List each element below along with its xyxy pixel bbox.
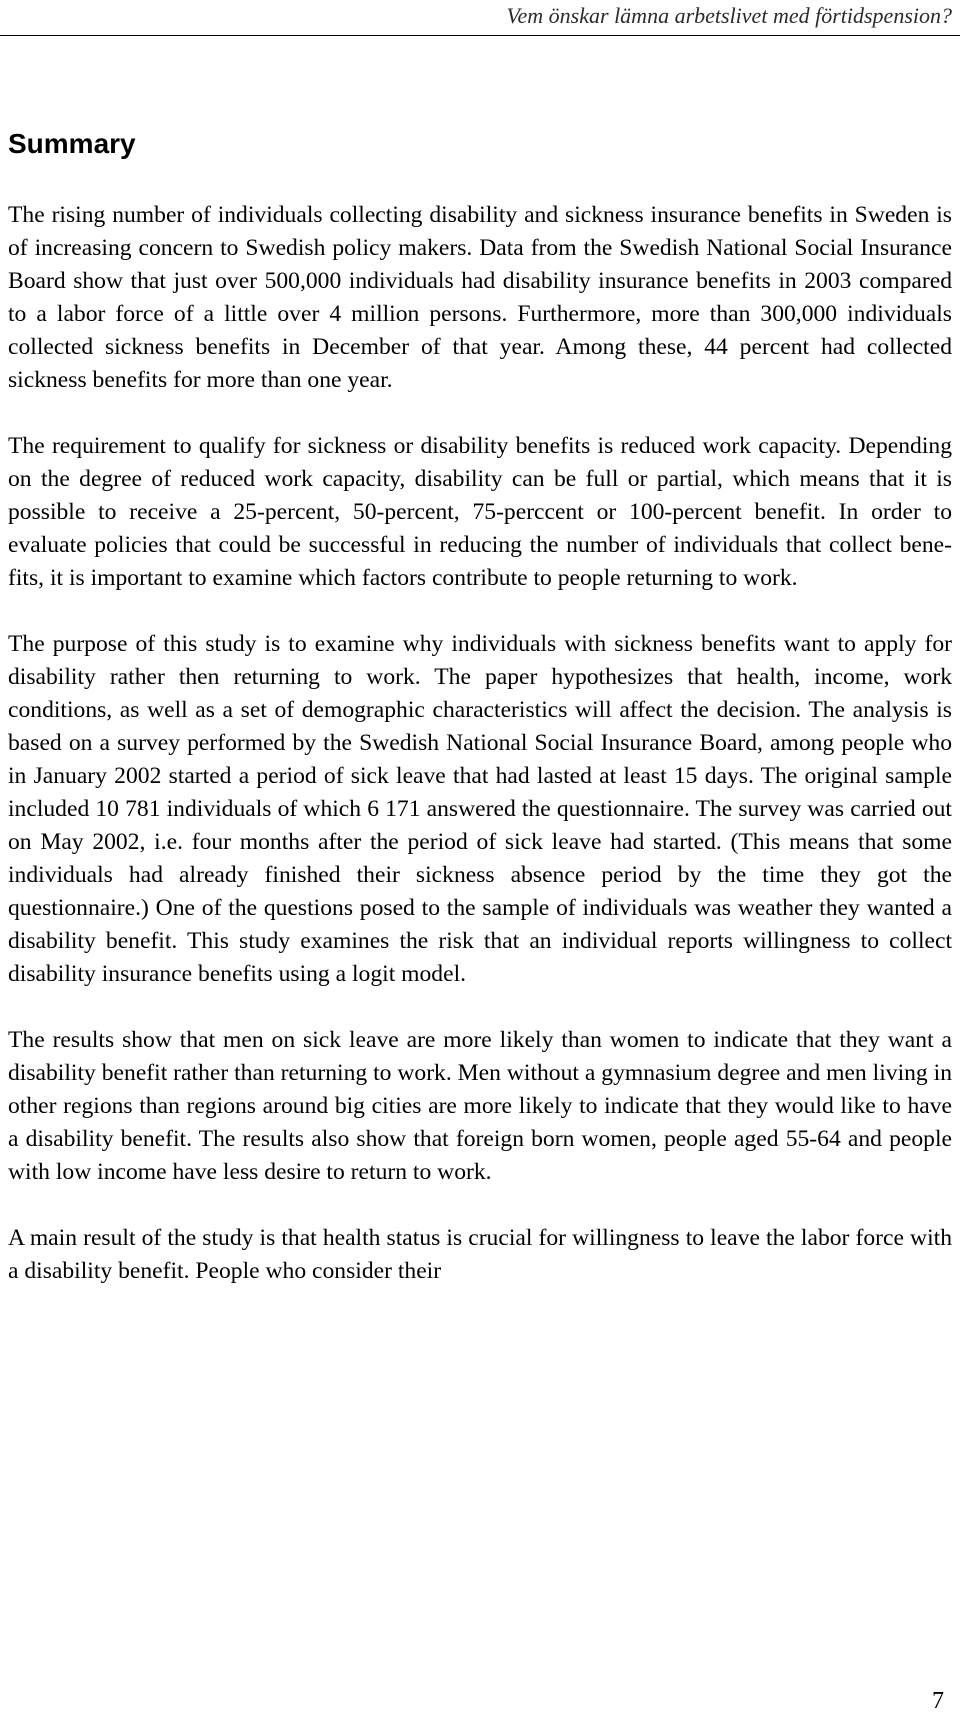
section-title: Summary [8,128,136,159]
paragraph-5: A main result of the study is that health status is crucial for willingness to leave the labor force with a disability benefit. People who consider their [8,1225,952,1284]
summary-body [8,199,952,1288]
paragraph-1: The rising number of individuals collecting disability and sickness insurance benefits in Sweden is of increasing concern to Swedish policy makers. Data from the Swedish National Social Insurance Board show that just over 500,000 individuals had disability insurance benefits in 2003 compared to a labor force of a little over 4 million persons. Furthermore, more than 300,000 individuals collected sickness benefits in December of that year. Among these, 44 percent had collected sickness benefits for more than one year. [8,202,952,393]
paragraph-3: The purpose of this study is to examine why individuals with sickness benefits want to apply for disability rather then returning to work. The paper hypothesizes that health, income, work conditions, as well as a set of demographic characteristics will affect the decision. The analysis is based on a survey performed by the Swedish National Social Insurance Board, among people who in January 2002 started a period of sick leave that had lasted at least 15 days. The original sample included 10 781 individuals of which 6 171 answered the questionnaire. The survey was carried out on May 2002, i.e. four months after the period of sick leave had started. (This means that some individuals had already finished their sickness absence period by the time they got the questionnaire.) One of the questions posed to the sample of individuals was weather they wanted a disability benefit. This study examines the risk that an individual reports willingness to collect disability insurance benefits using a logit model. [8,631,952,987]
page-number: 7 [932,1688,944,1714]
paragraph-2: The requirement to qualify for sickness or disability benefits is reduced work capacity. Depending on the degree of reduced work capacity, disability can be full or partial, which means that it is possible to receive a 25-percent, 50-percent, 75-perccent or 100-percent benefit. In order to evaluate policies that could be successful in reducing the number of individuals that collect benefits, it is important to examine which factors contribute to people returning to work. [8,433,952,591]
running-header-title: Vem önskar lämna arbetslivet med förtidspension? [506,3,952,28]
paragraph-4: The results show that men on sick leave are more likely than women to indicate that they want a disability benefit rather than returning to work. Men without a gymnasium degree and men living in other regions than regions around big cities are more likely to indicate that they would like to have a disability benefit. The results also show that foreign born women, people aged 55-64 and people with low income have less desire to return to work. [8,1027,952,1185]
header-divider [0,35,960,36]
